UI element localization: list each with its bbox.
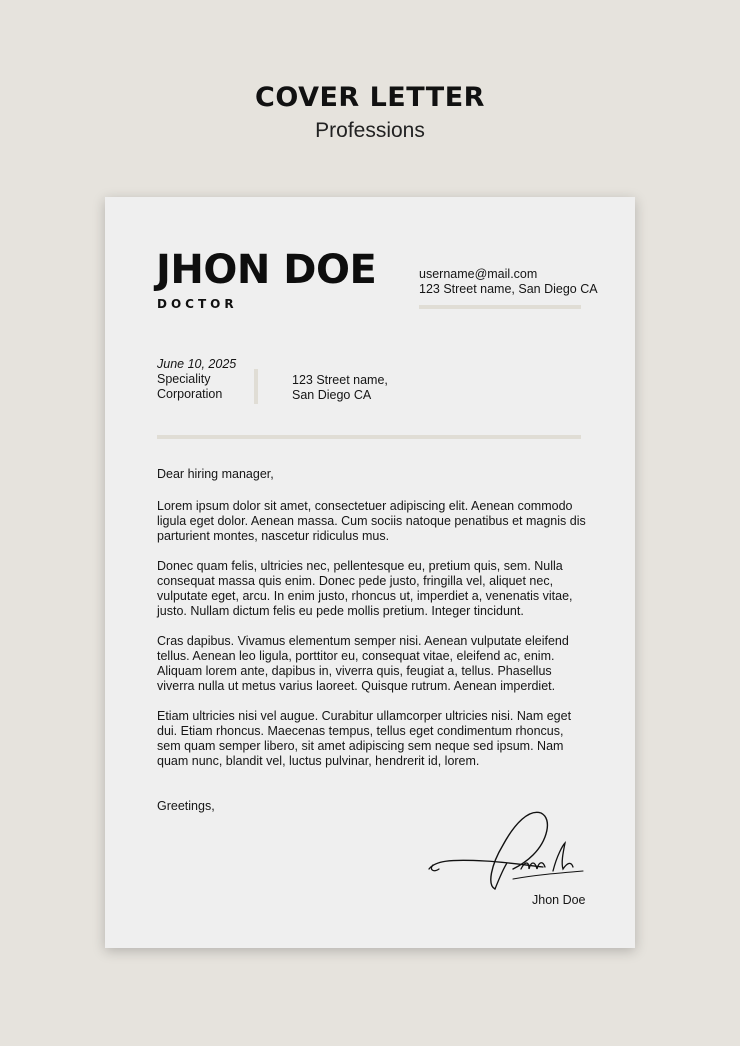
body-paragraph-2: Donec quam felis, ultricies nec, pellentesque eu, pretium quis, sem. Nulla consequat massa quis enim. Donec pede justo, fringilla vel, aliquet nec, vulputate eget, arcu. In enim justo, rhoncus ut, imperdiet a, venenatis vitae, justo. Nullam dictum felis eu pede mollis pretium. Integer tincidunt.	[157, 559, 573, 618]
page-title: COVER LETTER	[255, 82, 485, 113]
contact-email: username@mail.com	[419, 267, 538, 281]
letter-paper	[105, 197, 635, 948]
recipient-line-1: Speciality	[157, 372, 211, 386]
recipient-address-line-2: San Diego CA	[292, 388, 372, 402]
body-paragraph-1: Lorem ipsum dolor sit amet, consectetuer adipiscing elit. Aenean commodo ligula eget dolor. Aenean massa. Cum sociis natoque penatibus et magnis dis parturient montes, nascetur ridiculus mus.	[157, 499, 586, 543]
page-subtitle: Professions	[315, 119, 425, 142]
closing: Greetings,	[157, 799, 215, 813]
recipient-block	[157, 357, 236, 402]
body-paragraph-3: Cras dapibus. Vivamus elementum semper nisi. Aenean vulputate eleifend tellus. Aenean leo ligula, porttitor eu, consequat vitae, eleifend ac, enim. Aliquam lorem ante, dapibus in, viverra quis, feugiat a, tellus. Phasellus viverra nulla ut metus varius laoreet. Quisque rutrum. Aenean imperdiet.	[157, 634, 569, 693]
signature-icon	[425, 807, 585, 897]
recipient-address-line-1: 123 Street name,	[292, 373, 388, 387]
recipient-address-block	[292, 373, 388, 403]
applicant-role: DOCTOR	[157, 297, 238, 311]
recipient-line-2: Corporation	[157, 387, 223, 401]
recipient-divider	[254, 369, 258, 404]
applicant-name: JHON DOE	[156, 247, 377, 293]
letter-date: June 10, 2025	[157, 357, 237, 371]
contact-divider	[419, 305, 581, 309]
salutation: Dear hiring manager,	[157, 467, 274, 481]
contact-block	[419, 267, 598, 297]
contact-address: 123 Street name, San Diego CA	[419, 282, 598, 296]
body-paragraph-4: Etiam ultricies nisi vel augue. Curabitur ullamcorper ultricies nisi. Nam eget dui. Etiam rhoncus. Maecenas tempus, tellus eget condimentum rhoncus, sem quam semper libero, sit amet adipiscing sem neque sed ipsum. Nam quam nunc, blandit vel, luctus pulvinar, hendrerit id, lorem.	[157, 709, 572, 768]
signer-name: Jhon Doe	[532, 893, 586, 907]
section-divider	[157, 435, 581, 439]
